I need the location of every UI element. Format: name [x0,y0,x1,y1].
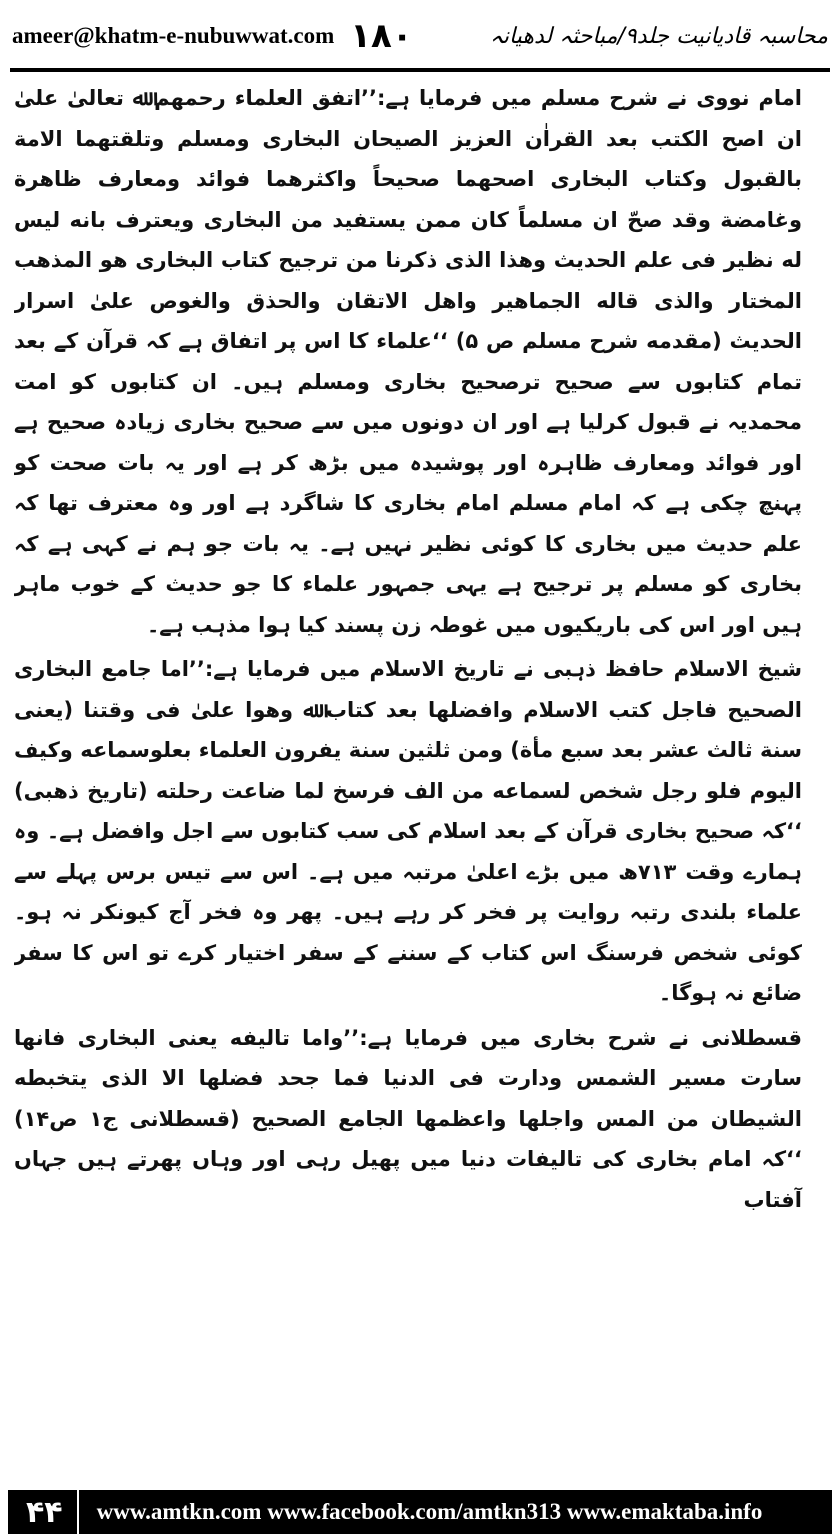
paragraph-dhahabi: شیخ الاسلام حافظ ذہبی نے تاریخ الاسلام میں فرمایا ہے:’’اما جامع البخاری الصحیح فاجل کتب الاسلام وافضلھا بعد کتاب ﷲ وھوا علیٰ فی وقتنا (یعنی سنة ثالث عشر بعد سبع مأة) ومن ثلثین سنة یفرون العلماء بعلوسماعه وکیف الیوم فلو رجل شخص لسماعه من الف فرسخ لما ضاعت رحلته (تاریخ ذھبی) ‘‘کہ صحیح بخاری قرآن کے بعد اسلام کی سب کتابوں سے اجل وافضل ہے۔ وہ ہمارے وقت ۷۱۳ھ میں بڑے اعلیٰ مرتبہ میں ہے۔ اس سے تیس برس پہلے سے علماء بلندی رتبہ روایت پر فخر کر رہے ہیں۔ پھر وہ فخر آج کیونکر نہ ہو۔ کوئی شخص فرسنگ اس کتاب کے سننے کے سفر اختیار کرے تو اس کا سفر ضائع نہ ہوگا۔ [14,657,802,1005]
paragraph-nawawi: امام نووی نے شرح مسلم میں فرمایا ہے:’’اتفق العلماء رحمھم ﷲ تعالیٰ علیٰ ان اصح الکتب بعد القراٰن العزیز الصیحان البخاری ومسلم وتلقتھما الامة بالقبول وکتاب البخاری اصحھما صحیحاً واکثرھما فوائد ومعارف ظاھرة وغامضة وقد صحّ ان مسلماً کان ممن یستفید من البخاری ویعترف بانه لیس له نظیر فی علم الحدیث وھذا الذی ذکرنا من ترجیح کتاب البخاری ھو المذھب المختار والذی قاله الجماھیر واھل الاتقان والحذق والغوص علیٰ اسرار الحدیث (مقدمه شرح مسلم ص ۵) ‘‘علماء کا اس پر اتفاق ہے کہ قرآن کے بعد تمام کتابوں سے صحیح ترصحیح بخاری ومسلم ہیں۔ ان کتابوں کو امت محمدیہ نے قبول کرلیا ہے اور ان دونوں میں سے صحیح بخاری زیادہ صحیح ہے اور فوائد ومعارف ظاہرہ اور پوشیدہ میں بڑھ کر ہے اور یہ بات صحت کو پہنچ چکی ہے کہ امام مسلم امام بخاری کا شاگرد ہے اور وہ معترف تھا کہ علم حدیث میں بخاری کا کوئی نظیر نہیں ہے۔ یہ بات جو ہم نے کہی ہے کہ بخاری کو مسلم پر ترجیح ہے یہی جمہور علماء کا جو حدیث کے خوب ماہر ہیں اور اس کی باریکیوں میں غوطہ زن پسند کیا ہوا مذہب ہے۔ [14,86,802,637]
paragraph-qastalani: قسطلانی نے شرح بخاری میں فرمایا ہے:’’واما تالیفه یعنی البخاری فانھا سارت مسیر الشمس ودارت فی الدنیا فما جحد فضلھا الا الذی یتخبطه الشیطان من المس واجلھا واعظمھا الجامع الصحیح (قسطلانی ج۱ ص۱۴) ‘‘کہ امام بخاری کی تالیفات دنیا میں پھیل رہی اور وہاں پھرتے ہیں جہاں آفتاب [14,1025,802,1212]
page-header [12,8,828,64]
footer-website-links: www.amtkn.com www.facebook.com/amtkn313 www.emaktaba.info [96,1499,763,1524]
header-email: ameer@khatm-e-nubuwwat.com [12,23,335,48]
header-divider [10,68,830,72]
header-left-group [12,16,413,56]
page-footer [8,1490,832,1534]
header-page-number: ۱۸۰ [350,16,413,56]
page-body [14,78,826,1478]
header-book-title: محاسبہ قادیانیت جلد۹/مباحثہ لدھیانہ [490,23,828,49]
footer-page-number: ۴۴ [8,1490,79,1534]
